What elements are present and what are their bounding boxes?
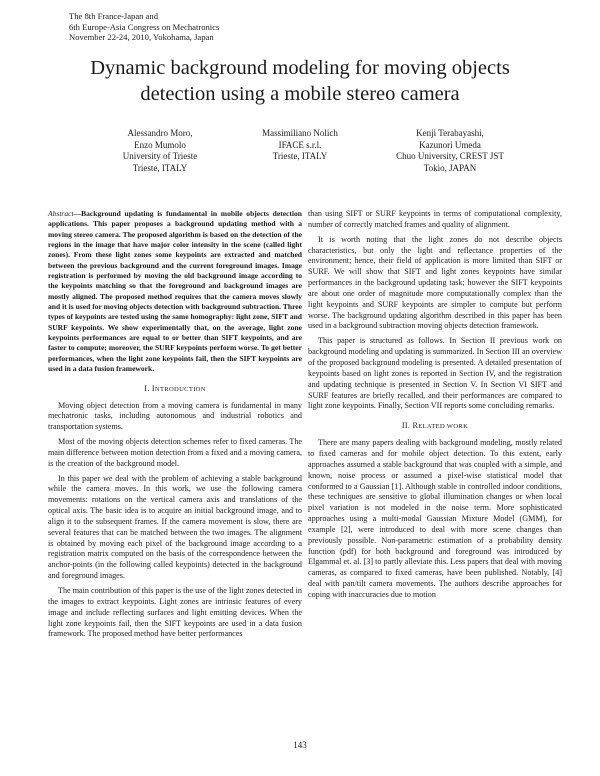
body-paragraph: There are many papers dealing with background modeling, mostly related to fixed cameras and for mobile object detection. To this extent, early approaches assumed a stable background that was coupled with a simple, and known, noise process or assumed a pixel-wise statistical model that conformed to a Gaussian [1]. Although stable in controlled indoor conditions, these techniques are sensitive to global illumination changes or when local pixel variation is not modeled in the noise term. More sophisticated approaches using a multi-modal Gaussian Mixture Model (GMM), for example [2], were introduced to deal with more scene changes than previously possible. Non-parametric estimation of a probability density function (pdf) for both background and foreground was introduced by Elgammal et. al. [3] to partly alleviate this. Less papers that deal with moving cameras, as compared to fixed cameras, have been published. Notably, [4] deal with pan/tilt camera movements. The authors describe approaches for coping with inaccuracies due to motion: [308, 438, 562, 599]
paper-title: [20, 55, 580, 107]
title-line: Dynamic background modeling for moving objects: [90, 57, 510, 79]
section-initial: R: [412, 421, 419, 431]
author-block-2: [230, 128, 370, 163]
author-block-1: [100, 128, 220, 174]
body-paragraph: than using SIFT or SURF keypoints in terms of computational complexity, number of correctly matched frames and quality of alignment.: [308, 209, 562, 229]
section-title-rest: NTRODUCTION: [154, 385, 206, 393]
body-paragraph: In this paper we deal with the problem of achieving a stable background while the camera moves. In this work, we use the following camera movements: rotations on the vertical camera axis and translations of the optical axis. The basic idea is to acquire an initial background image, and to align it to the subsequent frames. If the camera movement is slow, there are several features that can be matched between the two images. The alignment is obtained by moving each pixel of the background image according to a registration matrix computed on the basis of the correspondence between the anchor-points (in the following called keypoints) detected in the background and foreground images.: [48, 473, 302, 581]
author-affiliation: IFACE s.r.l.: [278, 139, 322, 150]
author-affiliation: University of Trieste: [122, 151, 198, 162]
section-number: I.: [144, 383, 150, 393]
section-title-rest: ELATED WORK: [418, 423, 469, 431]
author-name: Alessandro Moro,: [127, 128, 193, 138]
page-number: 143: [293, 740, 307, 750]
body-paragraph: It is worth noting that the light zones do not describe objects characteristics, but only the light and reflectance properties of the environment; hence, their field of application is more limited than SIFT or SURF. We will show that SIFT and light zones keypoints have similar performances in the background updating task; however the SIFT keypoints are about one order of magnitude more computationally complex than the light keypoints and SURF keypoints are simpler to compute but perform worse. The background updating algorithm described in this paper has been used in a background subtraction moving objects detection framework.: [308, 234, 562, 331]
abstract-label: Abstract: [48, 209, 74, 218]
section-heading-related-work: [308, 420, 562, 432]
author-block-3: [380, 128, 520, 174]
section-number: II.: [401, 421, 411, 431]
abstract-text: —Background updating is fundamental in mobile objects detection applications. This paper proposes a background updating method with a moving stereo camera. The proposed algorithm is based on the detection of the regions in the image that have major color intensity in the scene (called light zones). From these light zones some keypoints are extracted and matched between the previous background and the current foreground images. Image registration is performed by moving the old background image according to the keypoints matching so that the foreground and background images are mostly aligned. The proposed method requires that the camera moves slowly and it is used for moving objects detection with background subtraction. Three types of keypoints are tested using the same homography: light zone, SIFT and SURF keypoints. We show experimentally that, on the average, light zone keypoints performances are equal to or better than SIFT keypoints, and are faster to compute; moreover, the SURF keypoints perform worse. To get better performances, when the light zone keypoints fail, then the SIFT keypoints are used in a data fusion framework.: [48, 209, 302, 374]
section-heading-introduction: [48, 383, 302, 395]
left-column: [48, 209, 302, 644]
author-location: Tokio, JAPAN: [423, 162, 477, 173]
conference-line: 6th Europe-Asia Congress on Mechatronics: [69, 21, 220, 32]
author-affiliation: Chuo University, CREST JST: [396, 151, 504, 162]
conference-line: November 22-24, 2010, Yokohama, Japan: [69, 32, 214, 43]
conference-info: [69, 11, 329, 43]
conference-line: The 8th France-Japan and: [69, 11, 159, 21]
author-name: Kenji Terabayashi,: [416, 128, 484, 138]
right-column: [308, 209, 562, 605]
body-paragraph: Most of the moving objects detection schemes refer to fixed cameras. The main difference between motion detection from a fixed and a moving camera, is the creation of the background model.: [48, 437, 302, 468]
body-paragraph: Moving object detection from a moving camera is fundamental in many mechatronic tasks, including autonomous and industrial robotics and transportation systems.: [48, 400, 302, 432]
body-paragraph: The main contribution of this paper is the use of the light zones detected in the images to extract keypoints. Light zones are intrinsic features of every image and include reflecting surfaces and light emitting devices. When the light zone keypoints fail, then the SIFT keypoints are used in a data fusion framework. The proposed method have better performances: [48, 586, 302, 639]
author-location: Trieste, ITALY: [132, 162, 188, 173]
body-paragraph: This paper is structured as follows. In Section II previous work on background modeling and updating is summarized. In Section III an overview of the proposed background modeling is presented. A detailed presentation of keypoints based on light zones is reported in Section IV, and the registration and updating technique is presented in Section V. In Section VI SIFT and SURF features are briefly recalled, and their performances are compared to light zone keypoints. Finally, Section VII reports some concluding remarks.: [308, 336, 562, 411]
author-name: Massimiliano Nolich: [262, 128, 338, 138]
author-location: Trieste, ITALY: [272, 151, 328, 162]
section-initial: I: [151, 383, 155, 393]
abstract: [48, 209, 302, 375]
author-name: Kazunori Umeda: [419, 139, 481, 150]
title-line: detection using a mobile stereo camera: [140, 83, 460, 105]
author-name: Enzo Mumolo: [134, 139, 186, 150]
